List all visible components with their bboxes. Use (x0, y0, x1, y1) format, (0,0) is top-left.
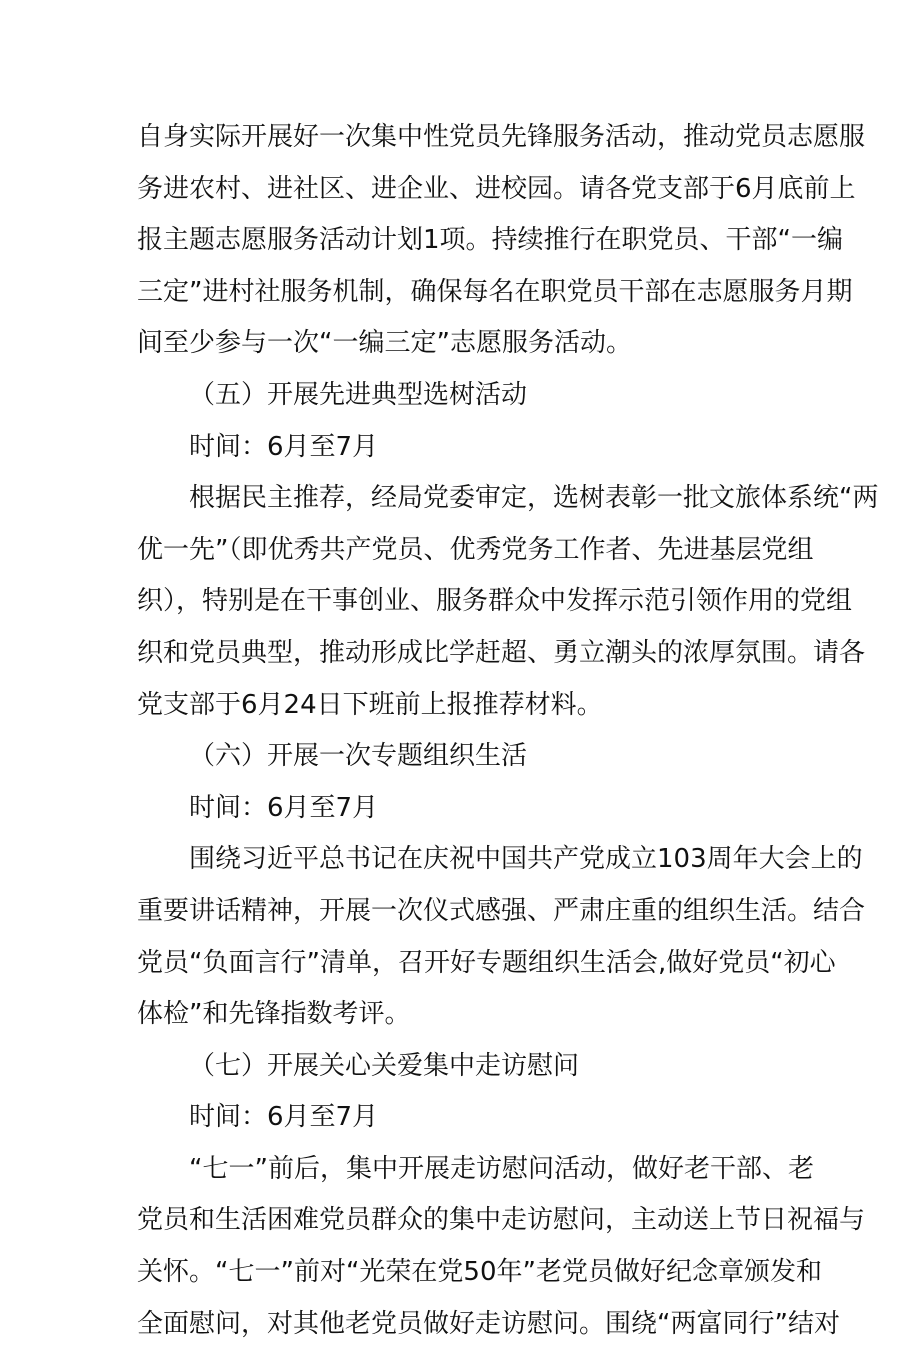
section-heading-6: （六）开展一次专题组织生活 (189, 741, 528, 772)
text-line: 党员和生活困难党员群众的集中走访慰问，主动送上节日祝福与 (137, 1205, 866, 1236)
text-line: 织和党员典型，推动形成比学赶超、勇立潮头的浓厚氛围。请各 (137, 637, 866, 668)
text-line: 关怀。“七一”前对“光荣在党50年”老党员做好纪念章颁发和 (137, 1257, 822, 1288)
text-line: 重要讲话精神，开展一次仪式感强、严肃庄重的组织生活。结合 (137, 895, 866, 926)
section-time: 时间：6月至7月 (189, 431, 379, 462)
text-line: 务进农村、进社区、进企业、进校园。请各党支部于6月底前上 (137, 173, 856, 204)
text-line: 间至少参与一次“一编三定”志愿服务活动。 (137, 328, 632, 359)
section-heading-7: （七）开展关心关爱集中走访慰问 (189, 1050, 580, 1081)
text-line: 党员“负面言行”清单，召开好专题组织生活会,做好党员“初心 (137, 947, 836, 978)
text-line: 优一先”（即优秀共产党员、优秀党务工作者、先进基层党组 (137, 534, 814, 565)
text-line: 全面慰问，对其他老党员做好走访慰问。围绕“两富同行”结对 (137, 1308, 840, 1339)
text-line: 三定”进村社服务机制，确保每名在职党员干部在志愿服务月期 (137, 276, 853, 307)
document-page (137, 112, 879, 1350)
paragraph-start: “七一”前后，集中开展走访慰问活动，做好老干部、老 (189, 1153, 814, 1184)
section-heading-5: （五）开展先进典型选树活动 (189, 379, 528, 410)
text-line: 报主题志愿服务活动计划1项。持续推行在职党员、干部“一编 (137, 225, 844, 256)
text-line: 织），特别是在干事创业、服务群众中发挥示范引领作用的党组 (137, 586, 853, 617)
paragraph-start: 根据民主推荐，经局党委审定，选树表彰一批文旅体系统“两 (189, 483, 879, 514)
text-line: 自身实际开展好一次集中性党员先锋服务活动，推动党员志愿服 (137, 122, 866, 152)
section-time: 时间：6月至7月 (189, 1102, 379, 1133)
paragraph-start: 围绕习近平总书记在庆祝中国共产党成立103周年大会上的 (189, 844, 863, 875)
text-line: 体检”和先锋指数考评。 (137, 999, 411, 1030)
section-time: 时间：6月至7月 (189, 792, 379, 823)
text-line: 党支部于6月24日下班前上报推荐材料。 (137, 689, 603, 720)
